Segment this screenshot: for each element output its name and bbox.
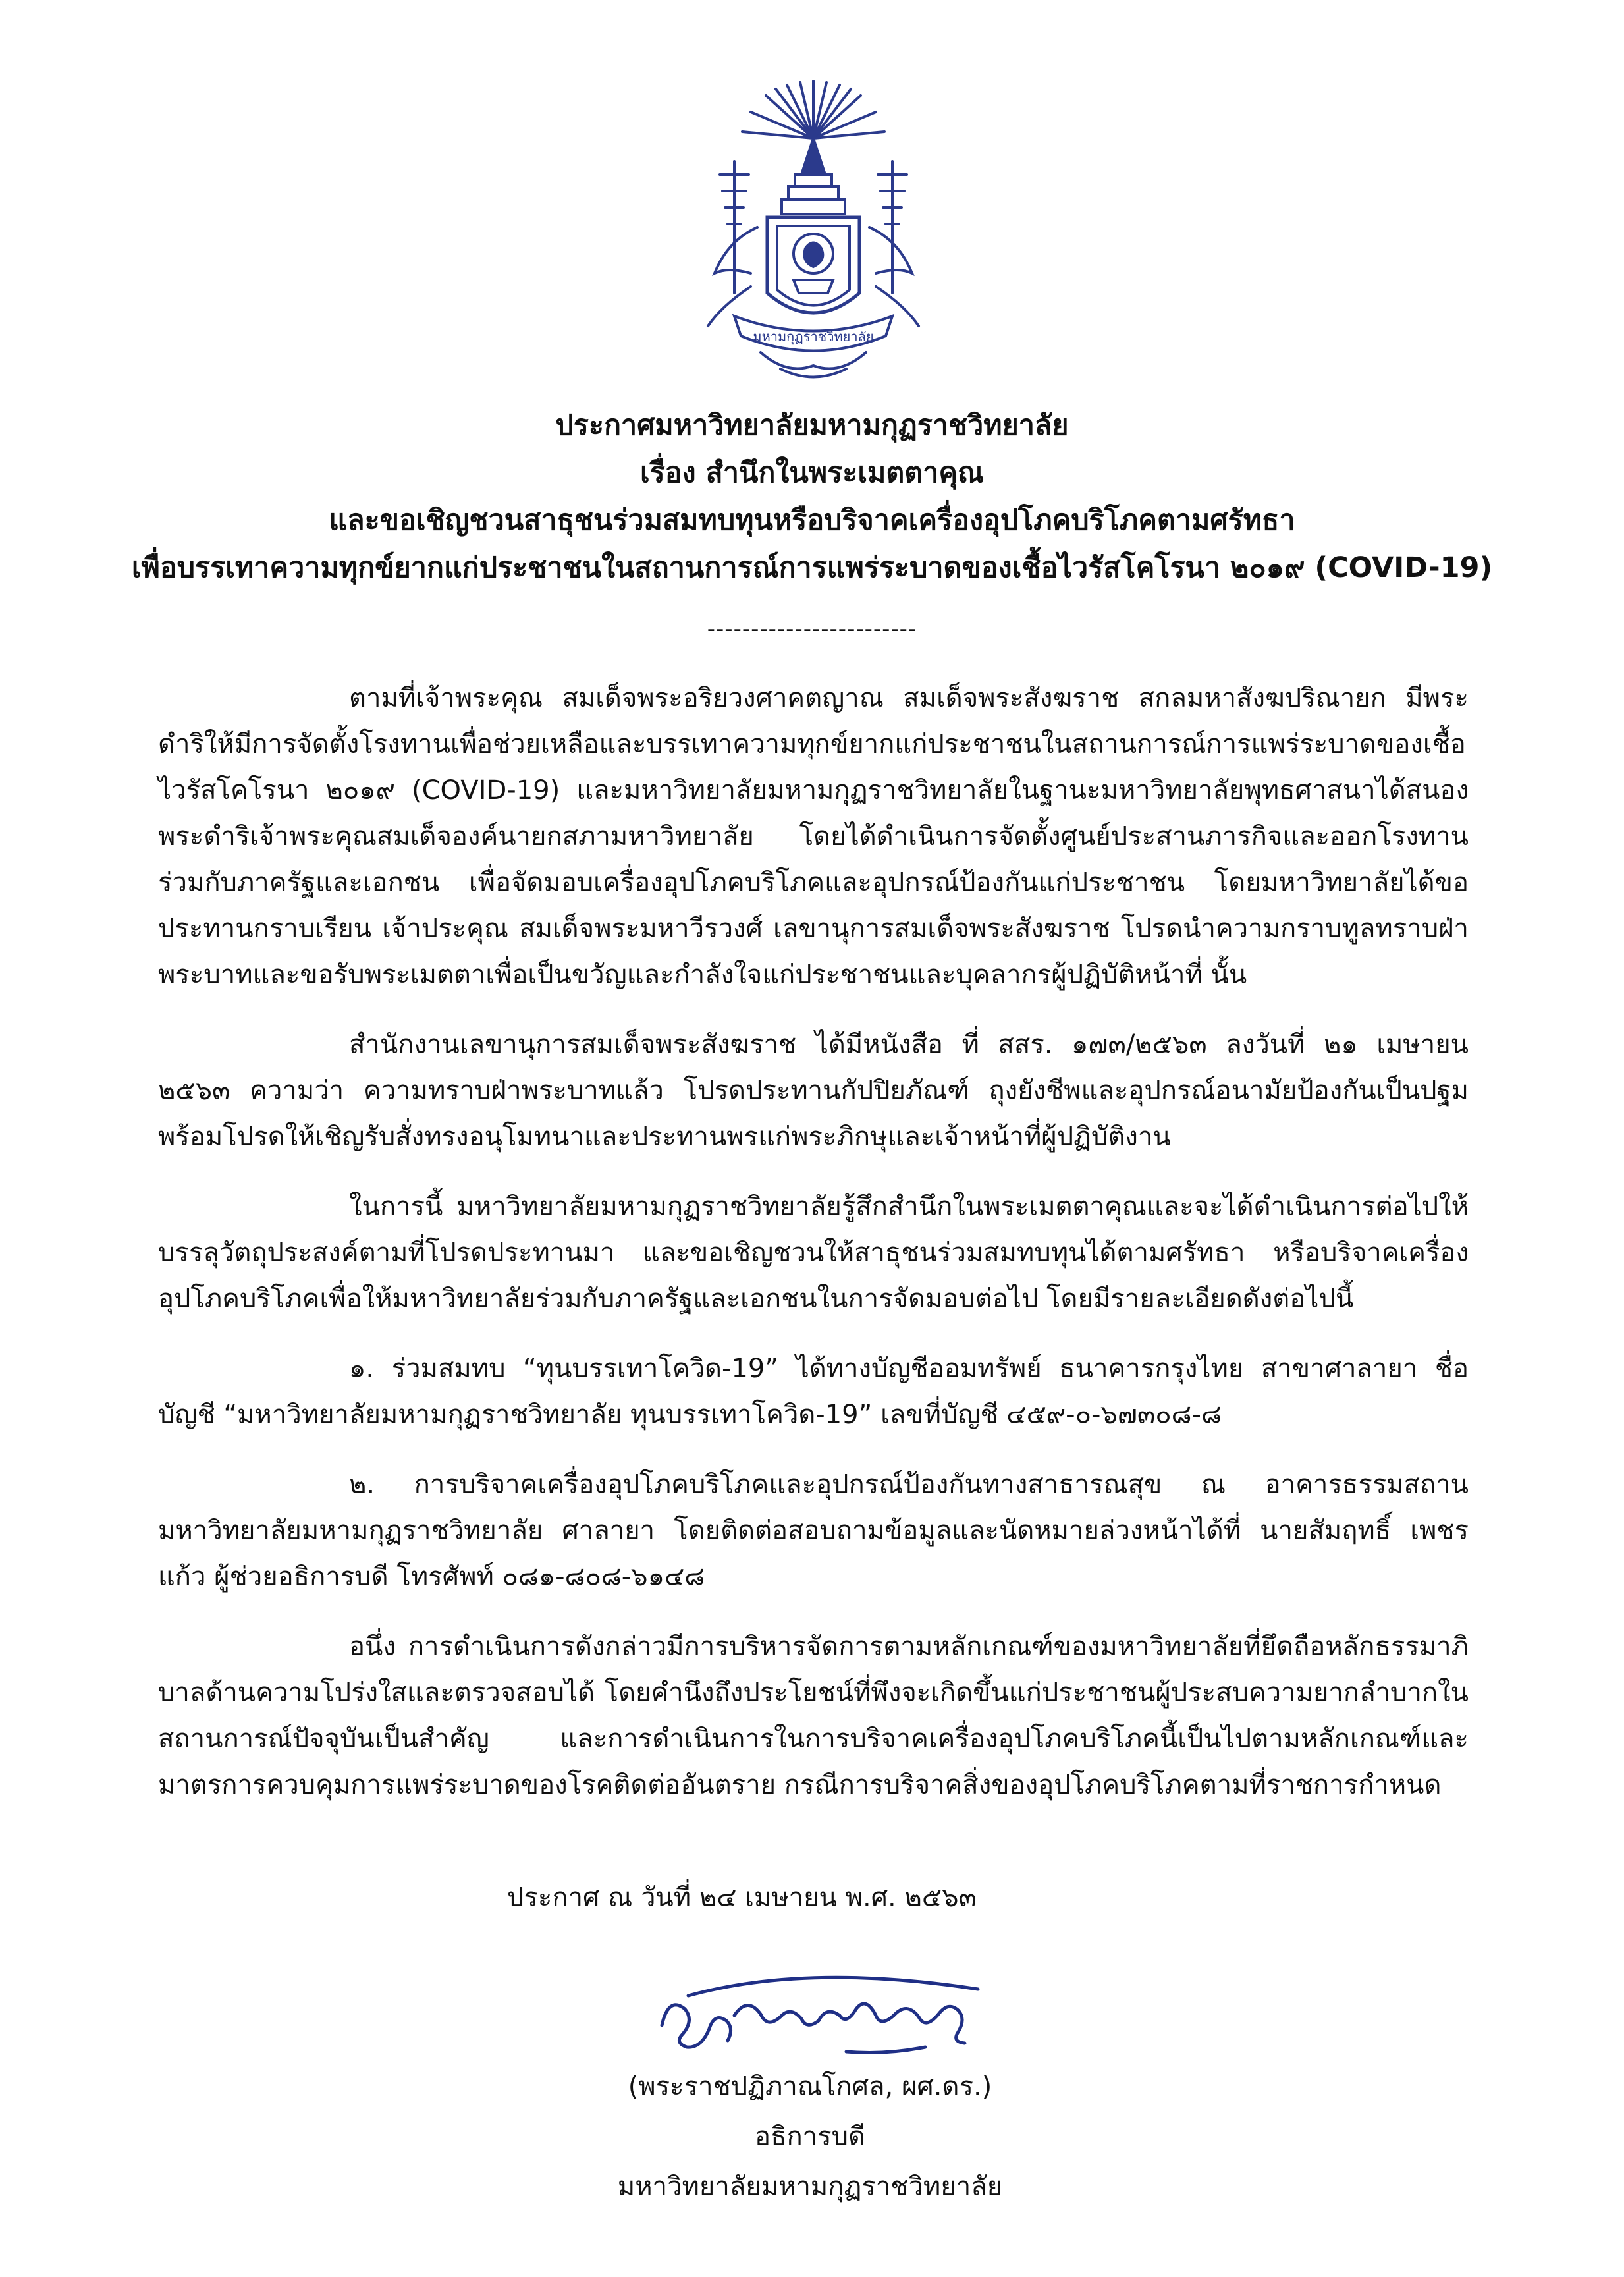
paragraph-1: ตามที่เจ้าพระคุณ สมเด็จพระอริยวงศาคตญาณ สมเด็จพระสังฆราช สกลมหาสังฆปริณายก มีพระดำริให้มีการจัดตั้งโรงทานเพื่อช่วยเหลือและบรรเทาความทุกข์ยากแก่ประชาชนในสถานการณ์การแพร่ระบาดของเชื้อไวรัสโคโรนา ๒๐๑๙ (COVID-19) และมหาวิทยาลัยมหามกุฏราชวิทยาลัยในฐานะมหาวิทยาลัยพุทธศาสนาได้สนองพระดำริเจ้าพระคุณสมเด็จองค์นายกสภามหาวิทยาลัย โดยได้ดำเนินการจัดตั้งศูนย์ประสานภารกิจและออกโรงทานร่วมกับภาครัฐและเอกชน เพื่อจัดมอบเครื่องอุปโภคบริโภคและอุปกรณ์ป้องกันแก่ประชาชน โดยมหาวิทยาลัยได้ขอประทานกราบเรียน เจ้าประคุณ สมเด็จพระมหาวีรวงศ์ เลขานุการสมเด็จพระสังฆราช โปรดนำความกราบทูลทราบฝ่าพระบาทและขอรับพระเมตตาเพื่อเป็นขวัญและกำลังใจแก่ประชาชนและบุคลากรผู้ปฏิบัติหน้าที่ นั้น (158, 683, 1469, 990)
paragraph-6: อนึ่ง การดำเนินการดังกล่าวมีการบริหารจัดการตามหลักเกณฑ์ของมหาวิทยาลัยที่ยึดถือหลักธรรมาภิบาลด้านความโปร่งใสและตรวจสอบได้ โดยคำนึงถึงประโยชน์ที่พึงจะเกิดขึ้นแก่ประชาชนผู้ประสบความยากลำบากในสถานการณ์ปัจจุบันเป็นสำคัญ และการดำเนินการในการบริจาคเครื่องอุปโภคบริโภคนี้เป็นไปตามหลักเกณฑ์และมาตรการควบคุมการแพร่ระบาดของโรคติดต่ออันตราย กรณีการบริจาคสิ่งของอุปโภคบริโภคตามที่ราชการกำหนด (158, 1632, 1469, 1800)
heading-line-4: เพื่อบรรเทาความทุกข์ยากแก่ประชาชนในสถานการณ์การแพร่ระบาดของเชื้อไวรัสโคโรนา ๒๐๑๙ (COVID-19) (131, 551, 1493, 584)
signature-icon (649, 1969, 991, 2062)
paragraph-5-donation-items: ๒. การบริจาคเครื่องอุปโภคบริโภคและอุปกรณ์ป้องกันทางสาธารณสุข ณ อาคารธรรมสถาน มหาวิทยาลัยมหามกุฏราชวิทยาลัย ศาลายา โดยติดต่อสอบถามข้อมูลและนัดหมายล่วงหน้าได้ที่ นายสัมฤทธิ์ เพชรแก้ว ผู้ช่วยอธิการบดี โทรศัพท์ ๐๘๑-๘๐๘-๖๑๔๘ (158, 1469, 1469, 1592)
paragraph-3: ในการนี้ มหาวิทยาลัยมหามกุฏราชวิทยาลัยรู้สึกสำนึกในพระเมตตาคุณและจะได้ดำเนินการต่อไปให้บรรลุวัตถุประสงค์ตามที่โปรดประทานมา และขอเชิญชวนให้สาธุชนร่วมสมทบทุนได้ตามศรัทธา หรือบริจาคเครื่องอุปโภคบริโภคเพื่อให้มหาวิทยาลัยร่วมกับภาครัฐและเอกชนในการจัดมอบต่อไป โดยมีรายละเอียดดังต่อไปนี้ (158, 1192, 1469, 1314)
announcement-date: ประกาศ ณ วันที่ ๒๔ เมษายน พ.ศ. ๒๕๖๓ (507, 1882, 977, 1913)
heading-line-1: ประกาศมหาวิทยาลัยมหามกุฏราชวิทยาลัย (555, 409, 1069, 442)
paragraph-2: สำนักงานเลขานุการสมเด็จพระสังฆราช ได้มีหนังสือ ที่ สสร. ๑๗๓/๒๕๖๓ ลงวันที่ ๒๑ เมษายน ๒๕๖๓ ความว่า ความทราบฝ่าพระบาทแล้ว โปรดประทานกัปปิยภัณฑ์ ถุงยังชีพและอุปกรณ์อนามัยป้องกันเป็นปฐม พร้อมโปรดให้เชิญรับสั่งทรงอนุโมทนาและประทานพรแก่พระภิกษุและเจ้าหน้าที่ผู้ปฏิบัติงาน (158, 1029, 1469, 1152)
paragraph-4-donation-account: ๑. ร่วมสมทบ “ทุนบรรเทาโควิด-19” ได้ทางบัญชีออมทรัพย์ ธนาคารกรุงไทย สาขาศาลายา ชื่อบัญชี “มหาวิทยาลัยมหามกุฏราชวิทยาลัย ทุนบรรเทาโควิด-19” เลขที่บัญชี ๔๕๙-๐-๖๗๓๐๘-๘ (158, 1354, 1469, 1430)
heading-line-2: เรื่อง สำนึกในพระเมตตาคุณ (639, 456, 985, 489)
heading-separator: ------------------------ (707, 616, 917, 642)
signer-block (514, 2062, 1106, 2212)
heading-line-3: และขอเชิญชวนสาธุชนร่วมสมทบทุนหรือบริจาคเครื่องอุปโภคบริโภคตามศรัทธา (329, 504, 1295, 537)
university-seal-icon (688, 76, 938, 385)
signer-name: (พระราชปฏิภาณโกศล, ผศ.ดร.) (628, 2071, 992, 2102)
signer-title: อธิการบดี (755, 2122, 865, 2152)
announcement-heading (99, 402, 1525, 591)
announcement-body (158, 675, 1469, 1832)
seal-caption: มหามกุฏราชวิทยาลัย (753, 329, 874, 344)
signer-organization: มหาวิทยาลัยมหามกุฏราชวิทยาลัย (617, 2172, 1003, 2202)
